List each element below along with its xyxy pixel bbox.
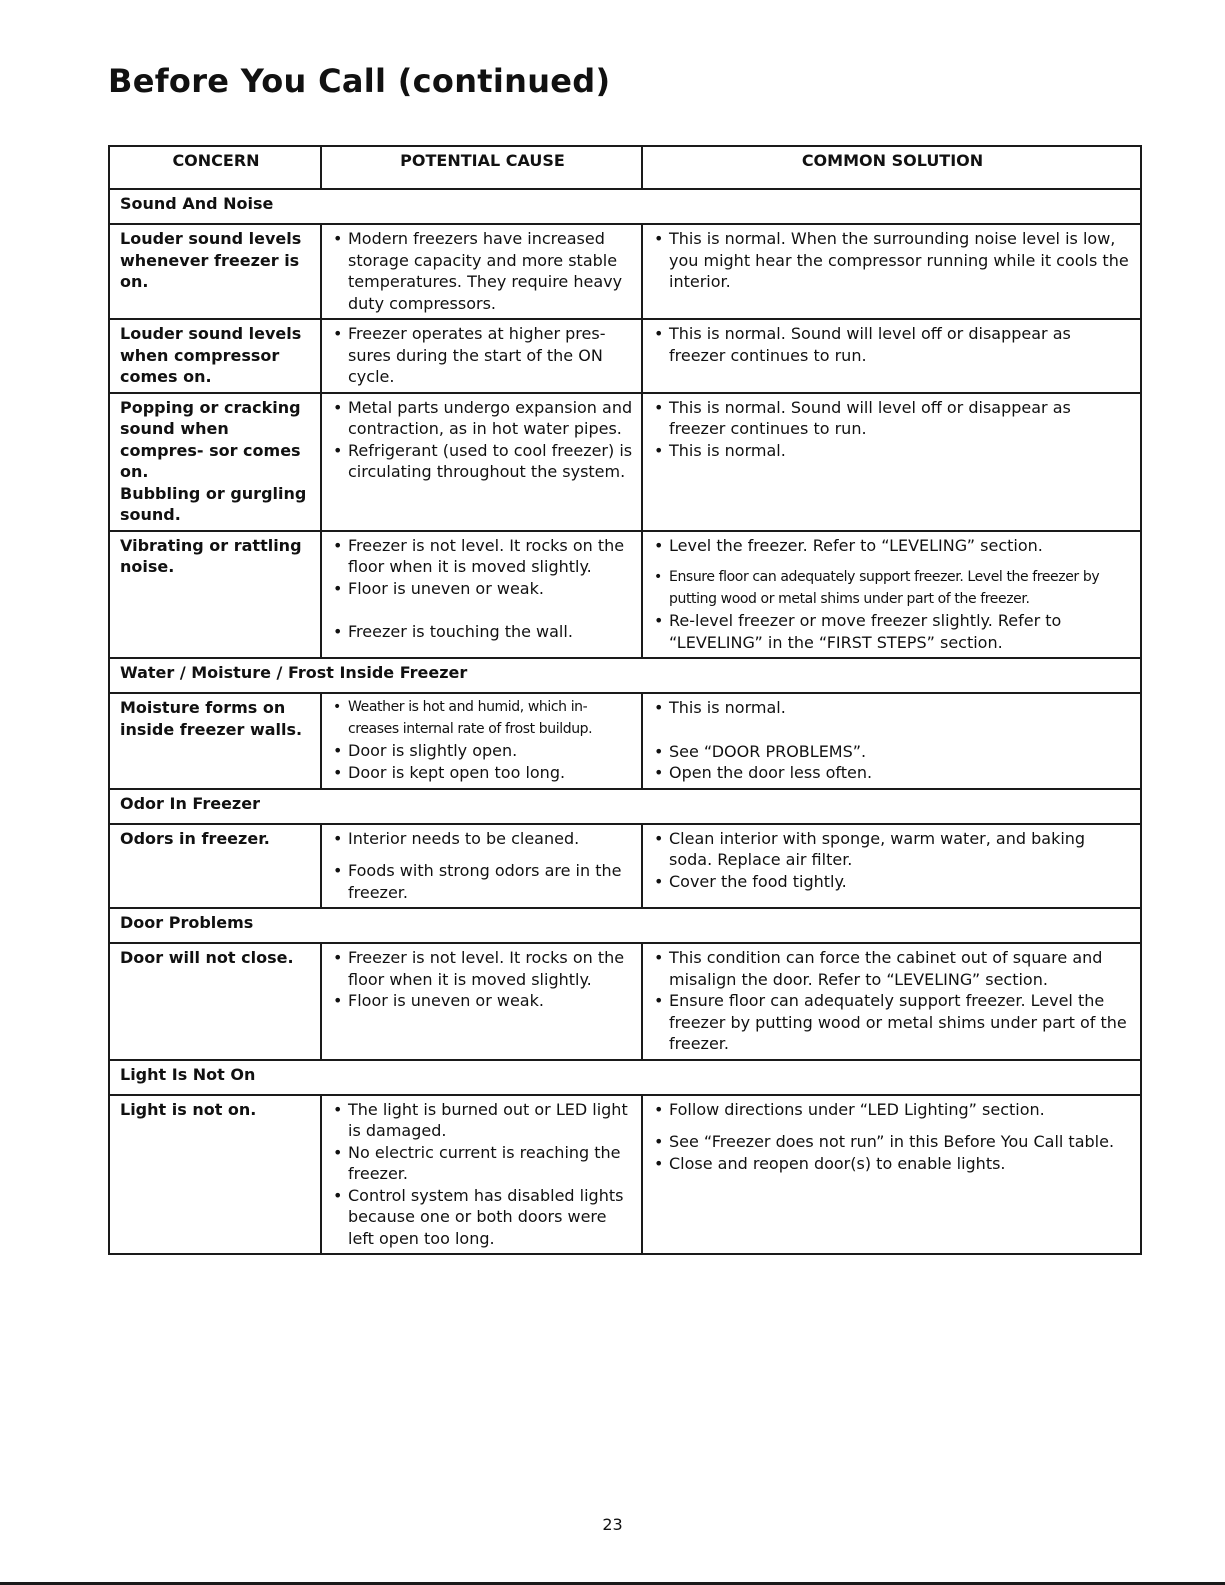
troubleshooting-table (108, 145, 1142, 1255)
cause-item: • Interior needs to be cleaned. (332, 828, 633, 850)
solution-cell (642, 224, 1141, 319)
solution-item: • Ensure floor can adequately support freezer. Level the freezer by putting wood or metal shims under part of the freezer. (653, 567, 1132, 610)
section-door-problems: Door Problems (109, 908, 1141, 943)
cause-item: • Control system has disabled lights because one or both doors were left open too long. (332, 1185, 633, 1250)
concern-cell: Odors in freezer. (109, 824, 321, 909)
cause-cell (321, 693, 642, 789)
solution-item: • This condition can force the cabinet out of square and misalign the door. Refer to “LEVELING” section. (653, 947, 1132, 990)
solution-item: • Clean interior with sponge, warm water, and baking soda. Replace air filter. (653, 828, 1132, 871)
concern-text-2: Bubbling or gurgling sound. (120, 483, 307, 524)
cause-item: • Floor is uneven or weak. (332, 990, 633, 1012)
table-row (109, 319, 1141, 393)
cause-item: • Metal parts undergo expansion and contraction, as in hot water pipes. (332, 397, 633, 440)
concern-cell: Louder sound levels when compressor comes on. (109, 319, 321, 393)
section-water-moisture-frost: Water / Moisture / Frost Inside Freezer (109, 658, 1141, 693)
cause-item: • Refrigerant (used to cool freezer) is circulating throughout the system. (332, 440, 633, 483)
header-common-solution: COMMON SOLUTION (642, 146, 1141, 189)
solution-cell (642, 393, 1141, 531)
concern-cell: Louder sound levels whenever freezer is on. (109, 224, 321, 319)
solution-item: • Close and reopen door(s) to enable lights. (653, 1153, 1132, 1175)
table-row (109, 393, 1141, 531)
cause-item: • Freezer is not level. It rocks on the floor when it is moved slightly. (332, 535, 633, 578)
solution-cell (642, 943, 1141, 1060)
concern-cell (109, 393, 321, 531)
solution-item: • This is normal. Sound will level off or disappear as freezer continues to run. (653, 397, 1132, 440)
solution-item: • See “Freezer does not run” in this Before You Call table. (653, 1131, 1132, 1153)
cause-item: • Weather is hot and humid, which in- creases internal rate of frost buildup. (332, 697, 633, 740)
table-row (109, 531, 1141, 659)
solution-item: • Ensure floor can adequately support freezer. Level the freezer by putting wood or metal shims under part of the freezer. (653, 990, 1132, 1055)
concern-cell: Moisture forms on inside freezer walls. (109, 693, 321, 789)
solution-item: • Cover the food tightly. (653, 871, 1132, 893)
solution-item: • Follow directions under “LED Lighting” section. (653, 1099, 1132, 1121)
table-row (109, 224, 1141, 319)
solution-item: • This is normal. (653, 697, 1132, 719)
solution-item: • See “DOOR PROBLEMS”. (653, 741, 1132, 763)
table-row (109, 824, 1141, 909)
section-sound-and-noise: Sound And Noise (109, 189, 1141, 224)
section-row (109, 789, 1141, 824)
section-row (109, 189, 1141, 224)
cause-item: • Freezer is touching the wall. (332, 621, 633, 643)
section-odor-in-freezer: Odor In Freezer (109, 789, 1141, 824)
solution-cell (642, 531, 1141, 659)
solution-item: • This is normal. (653, 440, 1132, 462)
solution-cell (642, 693, 1141, 789)
concern-cell: Light is not on. (109, 1095, 321, 1255)
concern-text: Popping or cracking sound when compres- sor comes on. (120, 397, 301, 481)
concern-cell: Vibrating or rattling noise. (109, 531, 321, 659)
header-potential-cause: POTENTIAL CAUSE (321, 146, 642, 189)
cause-item: • Freezer is not level. It rocks on the floor when it is moved slightly. (332, 947, 633, 990)
section-row (109, 658, 1141, 693)
solution-item: • Open the door less often. (653, 762, 1132, 784)
cause-item: • No electric current is reaching the freezer. (332, 1142, 633, 1185)
solution-item: • This is normal. When the surrounding noise level is low, you might hear the compressor running while it cools the interior. (653, 228, 1132, 293)
header-concern: CONCERN (109, 146, 321, 189)
cause-cell (321, 824, 642, 909)
cause-cell (321, 393, 642, 531)
table-header-row (109, 146, 1141, 189)
cause-item: • Foods with strong odors are in the freezer. (332, 860, 633, 903)
cause-cell (321, 943, 642, 1060)
section-row (109, 908, 1141, 943)
solution-item: • This is normal. Sound will level off or disappear as freezer continues to run. (653, 323, 1132, 366)
cause-item: • Floor is uneven or weak. (332, 578, 633, 600)
solution-cell (642, 1095, 1141, 1255)
concern-cell: Door will not close. (109, 943, 321, 1060)
page-title: Before You Call (continued) (108, 62, 611, 100)
cause-item: • Freezer operates at higher pres- sures during the start of the ON cycle. (332, 323, 633, 388)
cause-item: • Door is slightly open. (332, 740, 633, 762)
cause-cell (321, 531, 642, 659)
cause-cell (321, 1095, 642, 1255)
solution-item: • Re-level freezer or move freezer slightly. Refer to “LEVELING” in the “FIRST STEPS” section. (653, 610, 1132, 653)
solution-cell (642, 824, 1141, 909)
solution-cell (642, 319, 1141, 393)
solution-item: • Level the freezer. Refer to “LEVELING” section. (653, 535, 1132, 557)
table-row (109, 943, 1141, 1060)
page-number: 23 (602, 1515, 623, 1534)
section-light-is-not-on: Light Is Not On (109, 1060, 1141, 1095)
table-row (109, 1095, 1141, 1255)
cause-cell (321, 224, 642, 319)
table-row (109, 693, 1141, 789)
section-row (109, 1060, 1141, 1095)
cause-item: • The light is burned out or LED light is damaged. (332, 1099, 633, 1142)
cause-cell (321, 319, 642, 393)
cause-item: • Door is kept open too long. (332, 762, 633, 784)
cause-item: • Modern freezers have increased storage capacity and more stable temperatures. They require heavy duty compressors. (332, 228, 633, 314)
